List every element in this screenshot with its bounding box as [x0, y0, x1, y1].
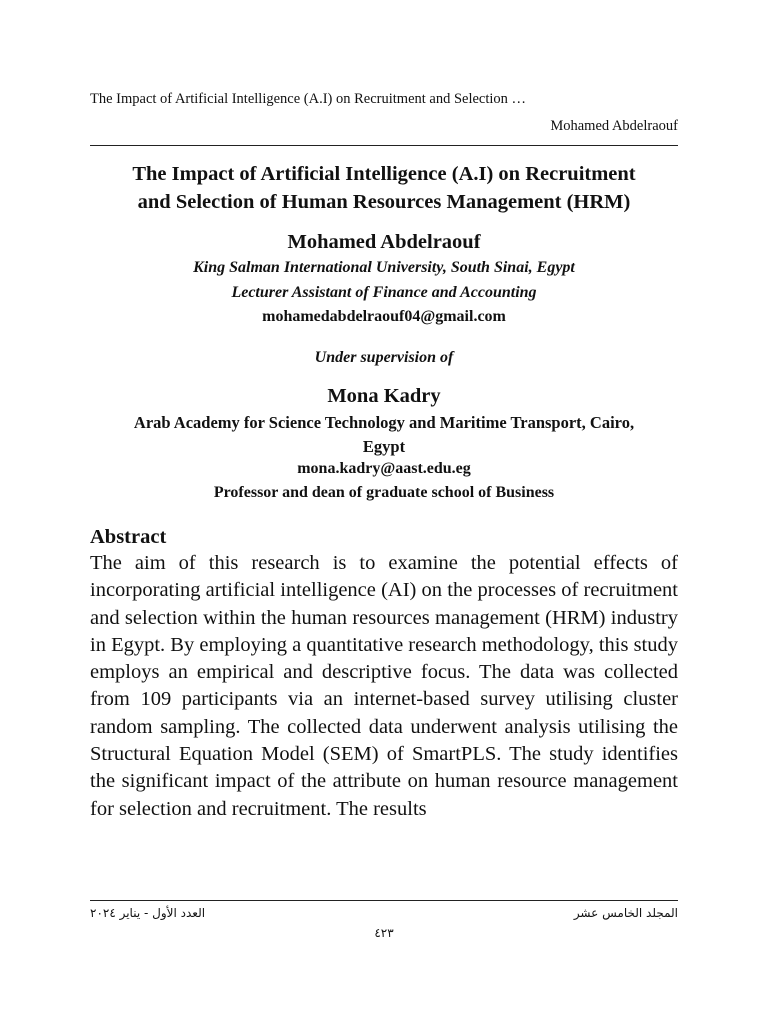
supervision-label: Under supervision of: [314, 349, 454, 366]
abstract-body: The aim of this research is to examine the potential effects of incorporating artificial intelligence (AI) on the processes of recruitment and selection within the human resources management (HRM) industry in Egypt. By employing a quantitative research methodology, this study employs an empirical and descriptive focus. The data was collected from 109 participants via an internet-based survey utilising cluster random sampling. The collected data underwent analysis utilising the Structural Equation Model (SEM) of SmartPLS. The study identifies the significant impact of the attribute on human resource management for selection and recruitment. The results: [90, 552, 678, 820]
header-divider: [90, 145, 678, 146]
page-number: ٤٢٣: [374, 926, 394, 940]
paper-title-line-1: The Impact of Artificial Intelligence (A.I) on Recruitment: [132, 163, 636, 185]
paper-title-line-2: and Selection of Human Resources Management (HRM): [137, 191, 631, 213]
supervisor-name: Mona Kadry: [327, 385, 441, 407]
supervisor-affiliation-line-1: Arab Academy for Science Technology and Maritime Transport, Cairo,: [133, 413, 635, 432]
footer-volume: المجلد الخامس عشر: [573, 906, 678, 920]
author-email: mohamedabdelraouf04@gmail.com: [262, 308, 506, 325]
supervisor-affiliation-line-2: Egypt: [362, 437, 406, 456]
supervisor-affiliation: [90, 411, 678, 459]
author-name: Mohamed Abdelraouf: [287, 231, 481, 253]
author-position: Lecturer Assistant of Finance and Accounting: [231, 284, 537, 301]
running-author: Mohamed Abdelraouf: [550, 118, 678, 134]
paper-title: [90, 160, 678, 216]
author-affiliation: King Salman International University, South Sinai, Egypt: [193, 259, 575, 276]
supervisor-email: mona.kadry@aast.edu.eg: [297, 460, 471, 477]
supervisor-position: Professor and dean of graduate school of Business: [213, 484, 555, 501]
running-title: The Impact of Artificial Intelligence (A.I) on Recruitment and Selection …: [90, 91, 527, 107]
abstract-heading: Abstract: [90, 526, 167, 548]
footer-divider: [90, 900, 678, 901]
footer-issue: العدد الأول - يناير ٢٠٢٤: [90, 906, 206, 920]
